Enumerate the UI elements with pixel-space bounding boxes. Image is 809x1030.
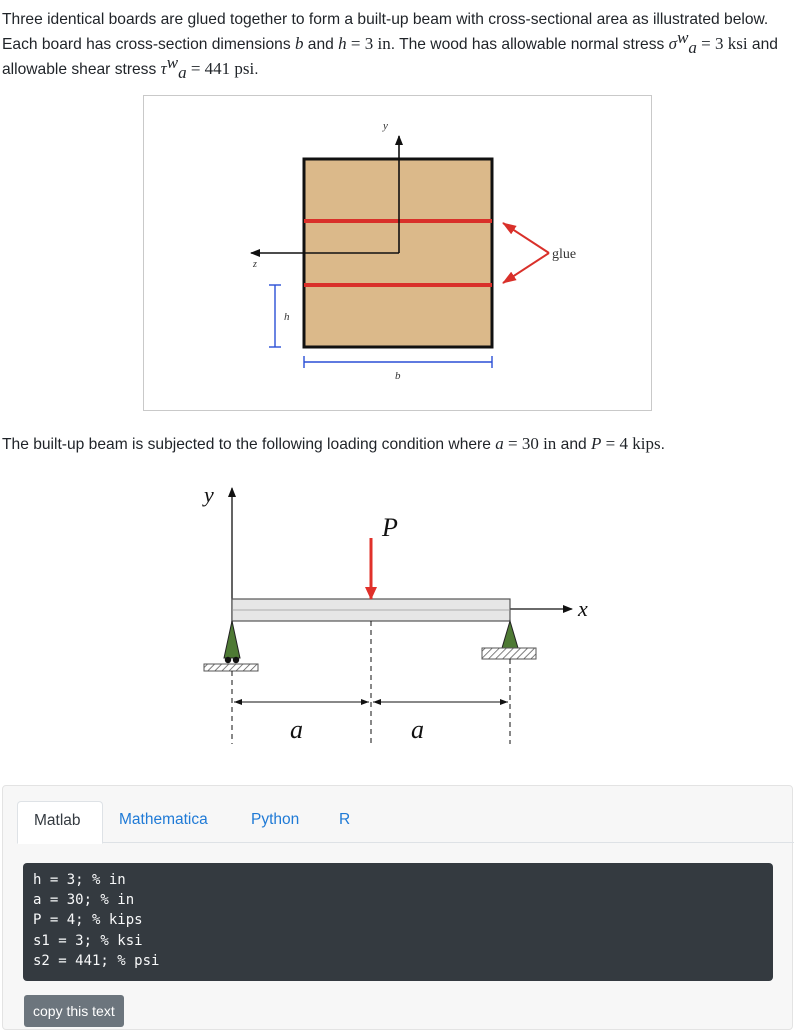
code-card [2, 785, 793, 1030]
tab-r[interactable]: R [339, 811, 351, 828]
dim-left-label: a [290, 715, 303, 744]
code-line: h = 3; % in [33, 872, 126, 888]
copy-text-button[interactable]: copy this text [24, 995, 124, 1027]
h-label: h [284, 311, 290, 323]
loading-text-2: and [556, 436, 591, 453]
tab-mathematica[interactable]: Mathematica [119, 811, 208, 828]
code-line: a = 30; % in [33, 892, 135, 909]
intro-text-5: . [254, 61, 259, 78]
intro-text-4: and allowable shear stress [2, 36, 778, 78]
code-line: P = 4; % kips [33, 912, 143, 929]
loading-statement [2, 432, 802, 457]
math-tau-value: = 441 psi [186, 59, 255, 78]
tab-python[interactable]: Python [251, 811, 300, 828]
cross-section-diagram [144, 96, 653, 412]
math-P-value: = 4 kips [601, 434, 661, 453]
b-label: b [395, 370, 401, 382]
loading-text-1: The built-up beam is subjected to the following loading condition where [2, 436, 496, 453]
glue-label: glue [552, 247, 577, 262]
math-h-value: = 3 in [346, 34, 391, 53]
glue-pointer-top [503, 223, 549, 253]
beam-y-label: y [204, 482, 214, 507]
glue-pointer-bottom [503, 253, 549, 283]
math-h: h [338, 34, 347, 53]
right-pin-support [502, 621, 518, 648]
intro-text-1: Three identical boards are glued together to form a built-up beam with cross-sectional area as illustrated below. Each board has cross-section dimensions [2, 11, 769, 53]
intro-text-3: . The wood has allowable normal stress [390, 36, 669, 53]
language-tabs [17, 801, 794, 843]
code-line: s2 = 441; % psi [33, 952, 160, 969]
problem-statement [2, 8, 802, 82]
math-sigma-sub: a [688, 38, 697, 58]
math-tau-sub: a [178, 63, 187, 83]
math-P: P [591, 434, 602, 453]
intro-text-2: and [303, 36, 339, 53]
tab-matlab[interactable]: Matlab [17, 801, 103, 844]
code-block[interactable] [23, 863, 773, 981]
cross-section-figure [143, 95, 652, 411]
math-tau: τ [160, 59, 167, 78]
beam-loading-diagram [190, 476, 610, 766]
code-line: s1 = 3; % ksi [33, 932, 143, 949]
right-ground [482, 648, 536, 659]
y-axis-label: y [383, 120, 388, 132]
loading-text-3: . [660, 436, 665, 453]
math-a: a [495, 434, 504, 453]
math-sigma: σ [668, 34, 678, 53]
math-sigma-value: = 3 ksi [696, 34, 748, 53]
math-a-value: = 30 in [503, 434, 557, 453]
math-sigma-sup: w [677, 27, 689, 47]
left-roller-2 [233, 657, 239, 663]
load-label: P [382, 513, 398, 542]
left-roller-1 [225, 657, 231, 663]
beam-x-label: x [578, 596, 588, 621]
left-pin-support [224, 621, 240, 658]
math-tau-sup: w [166, 52, 179, 72]
z-axis-label: z [253, 259, 257, 270]
left-ground [204, 664, 258, 671]
dim-right-label: a [411, 715, 424, 744]
math-b: b [294, 34, 304, 53]
